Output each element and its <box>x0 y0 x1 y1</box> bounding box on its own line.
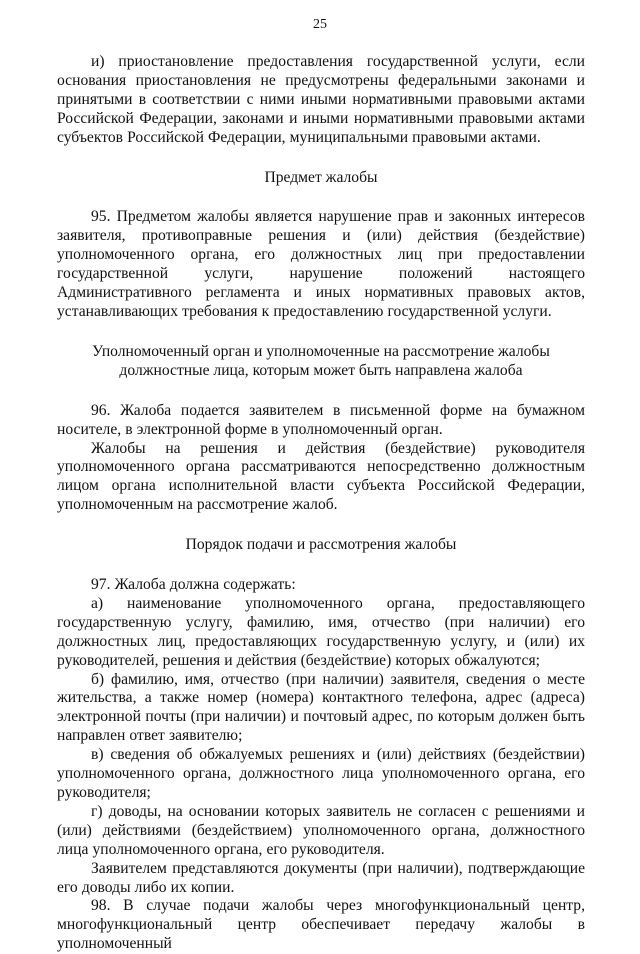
heading-subject-of-complaint: Предмет жалобы <box>264 168 378 186</box>
paragraph-suspension-grounds: и) приостановление предоставления государственной услуги, если основания приостановления не предусмотрены федеральными законами и принятыми в соответствии с ними иными нормативными правовыми актами Российской Федерации, законами и иными нормативными правовыми актами субъектов Российской Федерации, муниципальными правовыми актами. <box>57 53 585 146</box>
paragraph-97-v: в) сведения об обжалуемых решениях и (или) действиях (бездействии) уполномоченного органа, должностного лица уполномоченного органа, его руководителя; <box>57 746 585 801</box>
document-body <box>57 53 585 954</box>
paragraph-96-head-complaints: Жалобы на решения и действия (бездействие) руководителя уполномоченного органа рассматриваются непосредственно должностным лицом органа исполнительной власти субъекта Российской Федерации, уполномоченным на рассмотрение жалоб. <box>57 439 585 514</box>
heading-authorized-body-line-1: Уполномоченный орган и уполномоченные на рассмотрение жалобы <box>92 342 550 360</box>
heading-authorized-body <box>57 343 585 381</box>
paragraph-97-a: а) наименование уполномоченного органа, предоставляющего государственную услугу, фамилию, имя, отчество (при наличии) его должностных лиц, предоставляющих государственную услугу, и (или) их руководителей, решения и действия (бездействие) которых обжалуются; <box>57 594 585 669</box>
paragraph-96: 96. Жалоба подается заявителем в письменной форме на бумажном носителе, в электронной форме в уполномоченный орган. <box>57 401 585 438</box>
paragraph-97: 97. Жалоба должна содержать: <box>91 576 296 594</box>
paragraph-98: 98. В случае подачи жалобы через многофункциональный центр, многофункциональный центр обеспечивает передачу жалобы в уполномоченный <box>57 897 585 953</box>
paragraph-97-documents: Заявителем представляются документы (при наличии), подтверждающие его доводы либо их копии. <box>57 859 585 896</box>
paragraph-97-b: б) фамилию, имя, отчество (при наличии) заявителя, сведения о месте жительства, а также номер (номера) контактного телефона, адрес (адреса) электронной почты (при наличии) и почтовый адрес, по которым должен быть направлен ответ заявителю; <box>57 670 585 745</box>
heading-authorized-body-line-2: должностные лица, которым может быть направлена жалоба <box>119 361 523 379</box>
paragraph-97-g: г) доводы, на основании которых заявитель не согласен с решениями и (или) действиями (бездействием) уполномоченного органа, должностного лица уполномоченного органа, его руководителя. <box>57 802 585 858</box>
heading-filing-procedure: Порядок подачи и рассмотрения жалобы <box>185 536 457 554</box>
paragraph-95: 95. Предметом жалобы является нарушение прав и законных интересов заявителя, противоправные решения и (или) действия (бездействие) уполномоченного органа, его должностных лиц при предоставлении государственной услуги, нарушение положений настоящего Административного регламента и иных нормативных правовых актов, устанавливающих требования к предоставлению государственной услуги. <box>57 208 585 320</box>
page-number: 25 <box>313 17 327 32</box>
